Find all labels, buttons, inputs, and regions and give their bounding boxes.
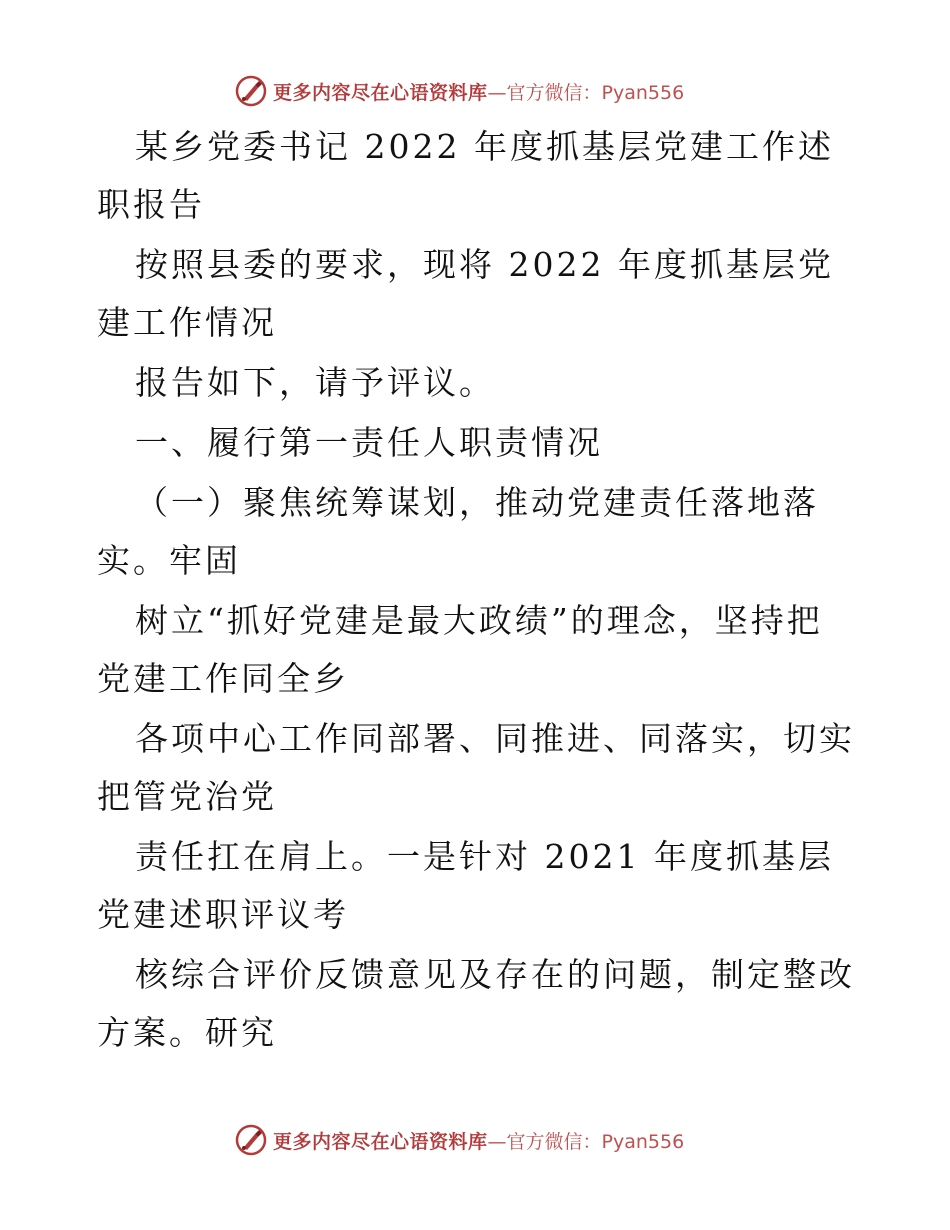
watermark-wechat: —官方微信：Pyan556 (487, 1130, 685, 1153)
paragraph: 各项中心工作同部署、同推进、同落实，切实把管党治党 (97, 719, 855, 816)
watermark-title: 更多内容尽在心语资料库 (273, 1130, 488, 1153)
paragraph: 按照县委的要求，现将 2022 年度抓基层党建工作情况 (97, 245, 834, 342)
paragraph: 核综合评价反馈意见及存在的问题，制定整改方案。研究 (97, 955, 855, 1052)
section-heading: 一、履行第一责任人职责情况 (135, 423, 603, 462)
paragraph: 树立“抓好党建是最大政绩”的理念，坚持把党建工作同全乡 (97, 601, 823, 698)
paragraph-title: 某乡党委书记 2022 年度抓基层党建工作述职报告 (97, 127, 834, 224)
watermark-header (235, 74, 684, 108)
paragraph: 责任扛在肩上。一是针对 2021 年度抓基层党建述职评议考 (97, 837, 834, 934)
pen-logo-icon (235, 75, 267, 107)
paragraph: 报告如下，请予评议。 (135, 363, 495, 402)
document-body (97, 118, 857, 1062)
watermark-title: 更多内容尽在心语资料库 (273, 81, 488, 104)
paragraph: （一）聚焦统筹谋划，推动党建责任落地落实。牢固 (97, 483, 819, 580)
pen-logo-icon (235, 1124, 267, 1156)
watermark-wechat: —官方微信：Pyan556 (487, 81, 685, 104)
watermark-footer (235, 1123, 684, 1157)
